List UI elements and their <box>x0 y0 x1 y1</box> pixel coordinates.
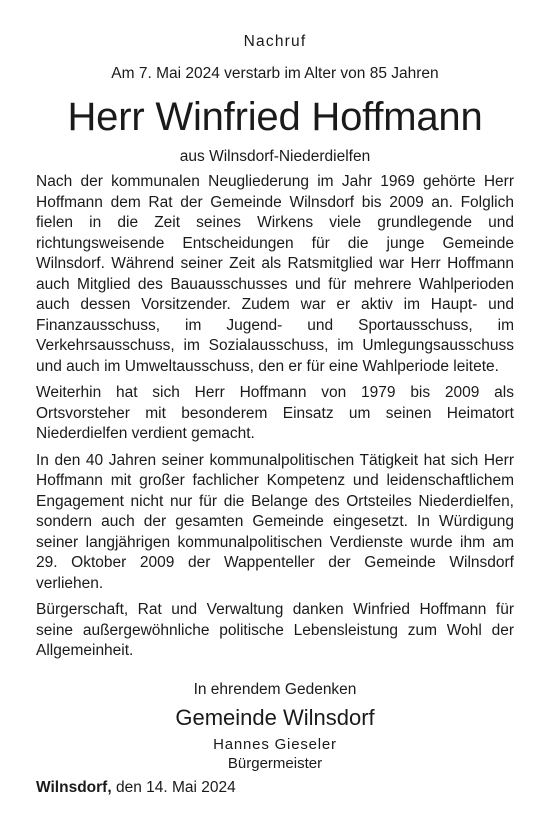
signer-name: Hannes Gieseler <box>213 735 337 753</box>
paragraph-council-career: Nach der kommunalen Neugliederung im Jahr 1969 gehörte Herr Hoffmann dem Rat der Gemeinde Wilnsdorf bis 2009 an. Folglich fielen in die Zeit seines Wirkens viele grundlegende und richtungsweisende Entscheidungen für die junge Gemeinde Wilnsdorf. Während seiner Zeit als Ratsmitglied war Herr Hoffmann auch Mitglied des Bauausschusses und für mehrere Wahlperioden auch dessen Vorsitzender. Zudem war er aktiv im Haupt- und Finanzausschuss, im Jugend- und Sportausschuss, im Verkehrsausschuss, im Sozialausschuss, im Umlegungsausschuss und auch im Umweltausschuss, den er für eine Wahlperiode leitete. <box>36 173 514 375</box>
deceased-origin: aus Wilnsdorf-Niederdielfen <box>179 148 371 165</box>
dateline-place: Wilnsdorf, <box>36 779 112 796</box>
paragraph-forty-years: In den 40 Jahren seiner kommunalpolitischen Tätigkeit hat sich Herr Hoffmann mit großer fachlicher Kompetenz und leidenschaftlichem Engagement nicht nur für die Belange des Ortsteiles Niederdielfen, sondern auch der gesamten Gemeinde eingesetzt. In Würdigung seiner langjährigen kommunalpolitischen Verdienste wurde ihm am 29. Oktober 2009 der Wappenteller der Gemeinde Wilnsdorf verliehen. <box>36 451 514 592</box>
deceased-name: Herr Winfried Hoffmann <box>67 95 483 139</box>
signer-title: Bürgermeister <box>227 754 323 772</box>
death-announcement: Am 7. Mai 2024 verstarb im Alter von 85 Jahren <box>111 65 439 82</box>
obituary-body <box>36 172 514 662</box>
dateline-date: den 14. Mai 2024 <box>115 779 236 796</box>
paragraph-local-mayor: Weiterhin hat sich Herr Hoffmann von 1979 bis 2009 als Ortsvorsteher mit besonderem Einsatz um seinen Heimatort Niederdielfen verdient gemacht. <box>36 384 514 442</box>
remembrance-line: In ehrendem Gedenken <box>193 680 357 698</box>
dateline <box>36 778 236 798</box>
notice-heading: Nachruf <box>243 33 307 50</box>
closing-block <box>36 680 514 773</box>
municipality-name: Gemeinde Wilnsdorf <box>175 704 375 730</box>
paragraph-thanks: Bürgerschaft, Rat und Verwaltung danken Winfried Hoffmann für seine außergewöhnliche politische Lebensleistung zum Wohl der Allgemeinheit. <box>36 601 514 659</box>
